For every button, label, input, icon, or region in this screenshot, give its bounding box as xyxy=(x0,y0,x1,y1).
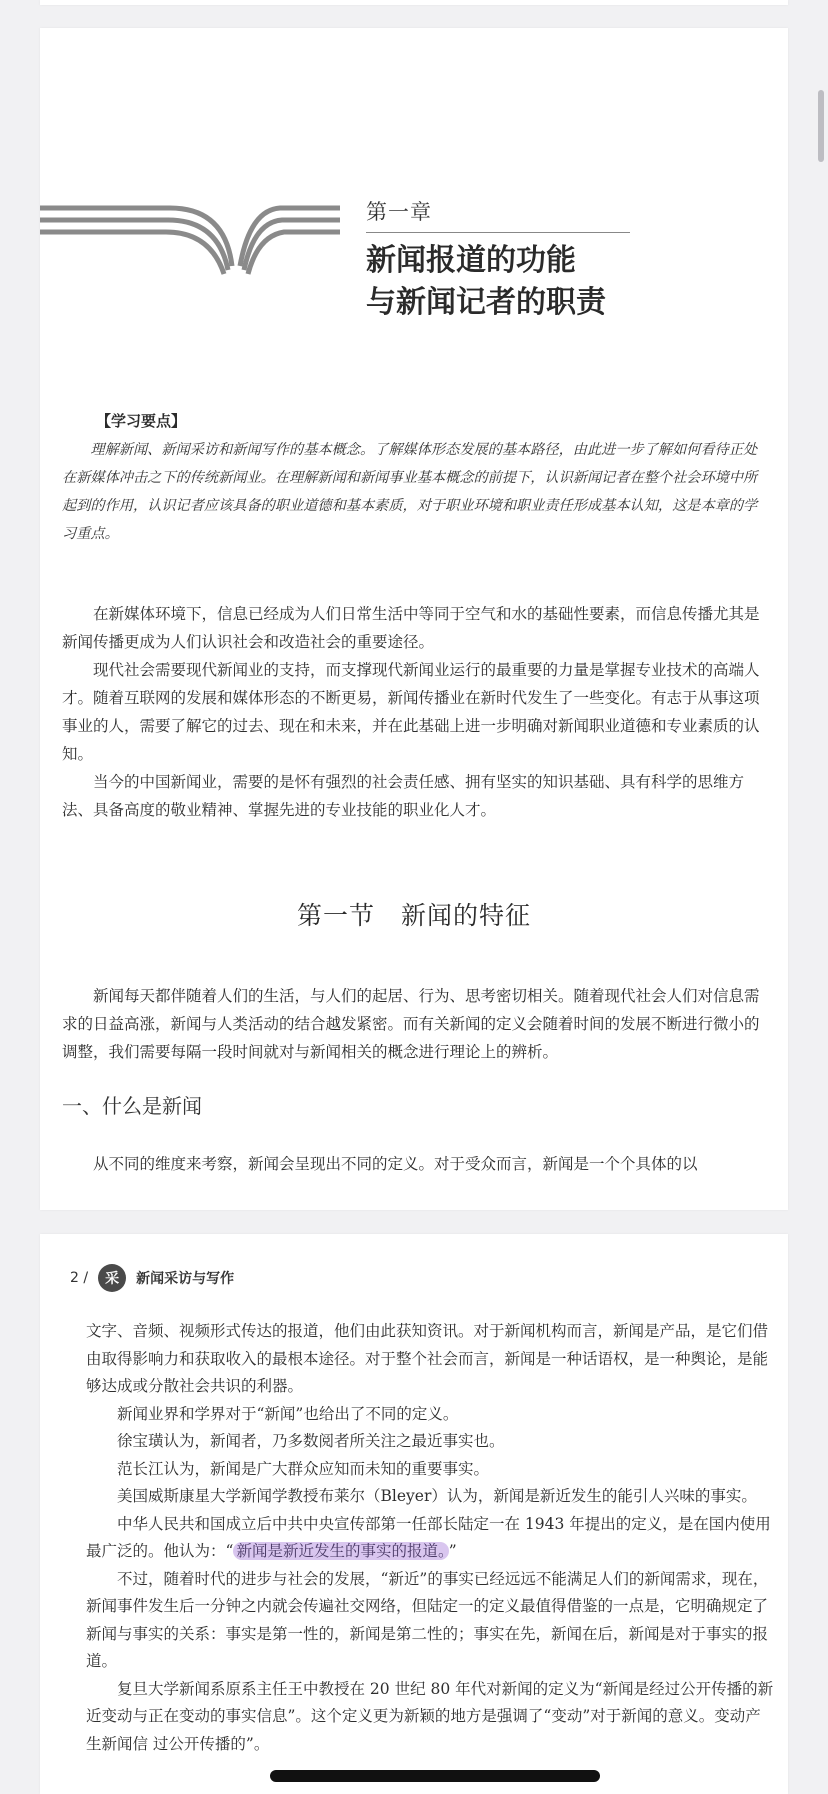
paragraph: 范长江认为，新闻是广大群众应知而未知的重要事实。 xyxy=(117,1459,490,1478)
paragraph: 现代社会需要现代新闻业的支持，而支撑现代新闻业运行的最重要的力量是掌握专业技术的高端人才。随着互联网的发展和媒体形态的不断更易，新闻传播业在新时代发生了一些变化。有志于从事这项事业的人，需要了解它的过去、现在和未来，并在此基础上进一步明确对新闻职业道德和专业素质的认知。 xyxy=(62,661,760,763)
paragraph xyxy=(86,1511,776,1566)
chapter-label: 第一章 xyxy=(366,200,432,224)
page-2-body xyxy=(86,1318,776,1758)
open-book-ornament xyxy=(40,196,340,306)
paragraph: 文字、音频、视频形式传达的报道，他们由此获知资讯。对于新闻机构而言，新闻是产品，是它们借由取得影响力和获取收入的最根本途径。对于整个社会而言，新闻是一种话语权，是一种舆论，是能够达成或分散社会共识的利器。 xyxy=(86,1322,769,1395)
paragraph: 复旦大学新闻系原系主任王中教授在 20 世纪 80 年代对新闻的定义为“新闻是经过公开传播的新近变动与正在变动的事实信息”。这个定义更为新颖的地方是强调了“变动”对于新闻的意义。变动产生新闻信 过公开传播的”。 xyxy=(86,1679,774,1753)
paragraph: 当今的中国新闻业，需要的是怀有强烈的社会责任感、拥有坚实的知识基础、具有科学的思维方法、具备高度的敬业精神、掌握先进的专业技能的职业化人才。 xyxy=(62,773,745,819)
subsection-title: 一、什么是新闻 xyxy=(62,1094,202,1118)
section-body xyxy=(62,982,762,1066)
subsection-body xyxy=(62,1150,762,1178)
key-points-body: 理解新闻、新闻采访和新闻写作的基本概念。了解媒体形态发展的基本路径，由此进一步了解如何看待正处在新媒体冲击之下的传统新闻业。在理解新闻和新闻事业基本概念的前提下，认识新闻记者在整个社会环境中所起到的作用，认识记者应该具备的职业道德和基本素质，对于职业环境和职业责任形成基本认知，这是本章的学习重点。 xyxy=(62,442,758,542)
intro-text xyxy=(62,600,762,824)
redaction-bar xyxy=(270,1770,600,1782)
chapter-title-line-1: 新闻报道的功能 xyxy=(366,243,576,278)
chapter-divider xyxy=(366,232,630,233)
paragraph: 新闻业界和学界对于“新闻”也给出了不同的定义。 xyxy=(117,1404,459,1423)
running-header xyxy=(70,1264,234,1292)
paragraph: 在新媒体环境下，信息已经成为人们日常生活中等同于空气和水的基础性要素，而信息传播尤其是新闻传播更成为人们认识社会和改造社会的重要途径。 xyxy=(62,605,760,651)
publisher-logo-icon xyxy=(98,1264,126,1292)
highlighted-definition[interactable]: 新闻是新近发生的事实的报道。 xyxy=(233,1542,448,1560)
logo-glyph: 采 xyxy=(105,1271,120,1287)
chapter-title xyxy=(366,240,666,324)
book-title: 新闻采访与写作 xyxy=(136,1271,235,1287)
paragraph: 美国威斯康星大学新闻学教授布莱尔（Bleyer）认为，新闻是新近发生的能引人兴味的事实。 xyxy=(117,1487,757,1505)
key-points-heading: 【学习要点】 xyxy=(96,412,187,430)
previous-page-edge xyxy=(40,0,788,5)
paragraph: 新闻每天都伴随着人们的生活，与人们的起居、行为、思考密切相关。随着现代社会人们对信息需求的日益高涨，新闻与人类活动的结合越发紧密。而有关新闻的定义会随着时间的发展不断进行微小的调整，我们需要每隔一段时间就对与新闻相关的概念进行理论上的辨析。 xyxy=(62,987,760,1061)
book-page-1 xyxy=(40,28,788,1210)
scrollbar-thumb[interactable] xyxy=(818,90,824,162)
text-run: ” xyxy=(448,1542,457,1560)
section-title: 第一节 新闻的特征 xyxy=(296,901,531,930)
paragraph: 徐宝璜认为，新闻者，乃多数阅者所关注之最近事实也。 xyxy=(117,1432,505,1450)
book-page-2 xyxy=(40,1234,788,1794)
text-run: 中华人民共和国成立后中共中央宣传部第一任部长陆定一在 1943 年提出的定义，是在国内使用最广泛的。他认为：“ xyxy=(86,1514,771,1560)
paragraph: 从不同的维度来考察，新闻会呈现出不同的定义。对于受众而言，新闻是一个个具体的以 xyxy=(93,1155,698,1173)
paragraph: 不过，随着时代的进步与社会的发展，“新近”的事实已经远远不能满足人们的新闻需求，现在，新闻事件发生后一分钟之内就会传遍社交网络，但陆定一的定义最值得借鉴的一点是，它明确规定了新闻与事实的关系：事实是第一性的，新闻是第二性的；事实在先，新闻在后，新闻是对于事实的报道。 xyxy=(86,1569,769,1670)
chapter-title-line-2: 与新闻记者的职责 xyxy=(366,285,606,320)
page-number: 2 / xyxy=(70,1270,89,1286)
